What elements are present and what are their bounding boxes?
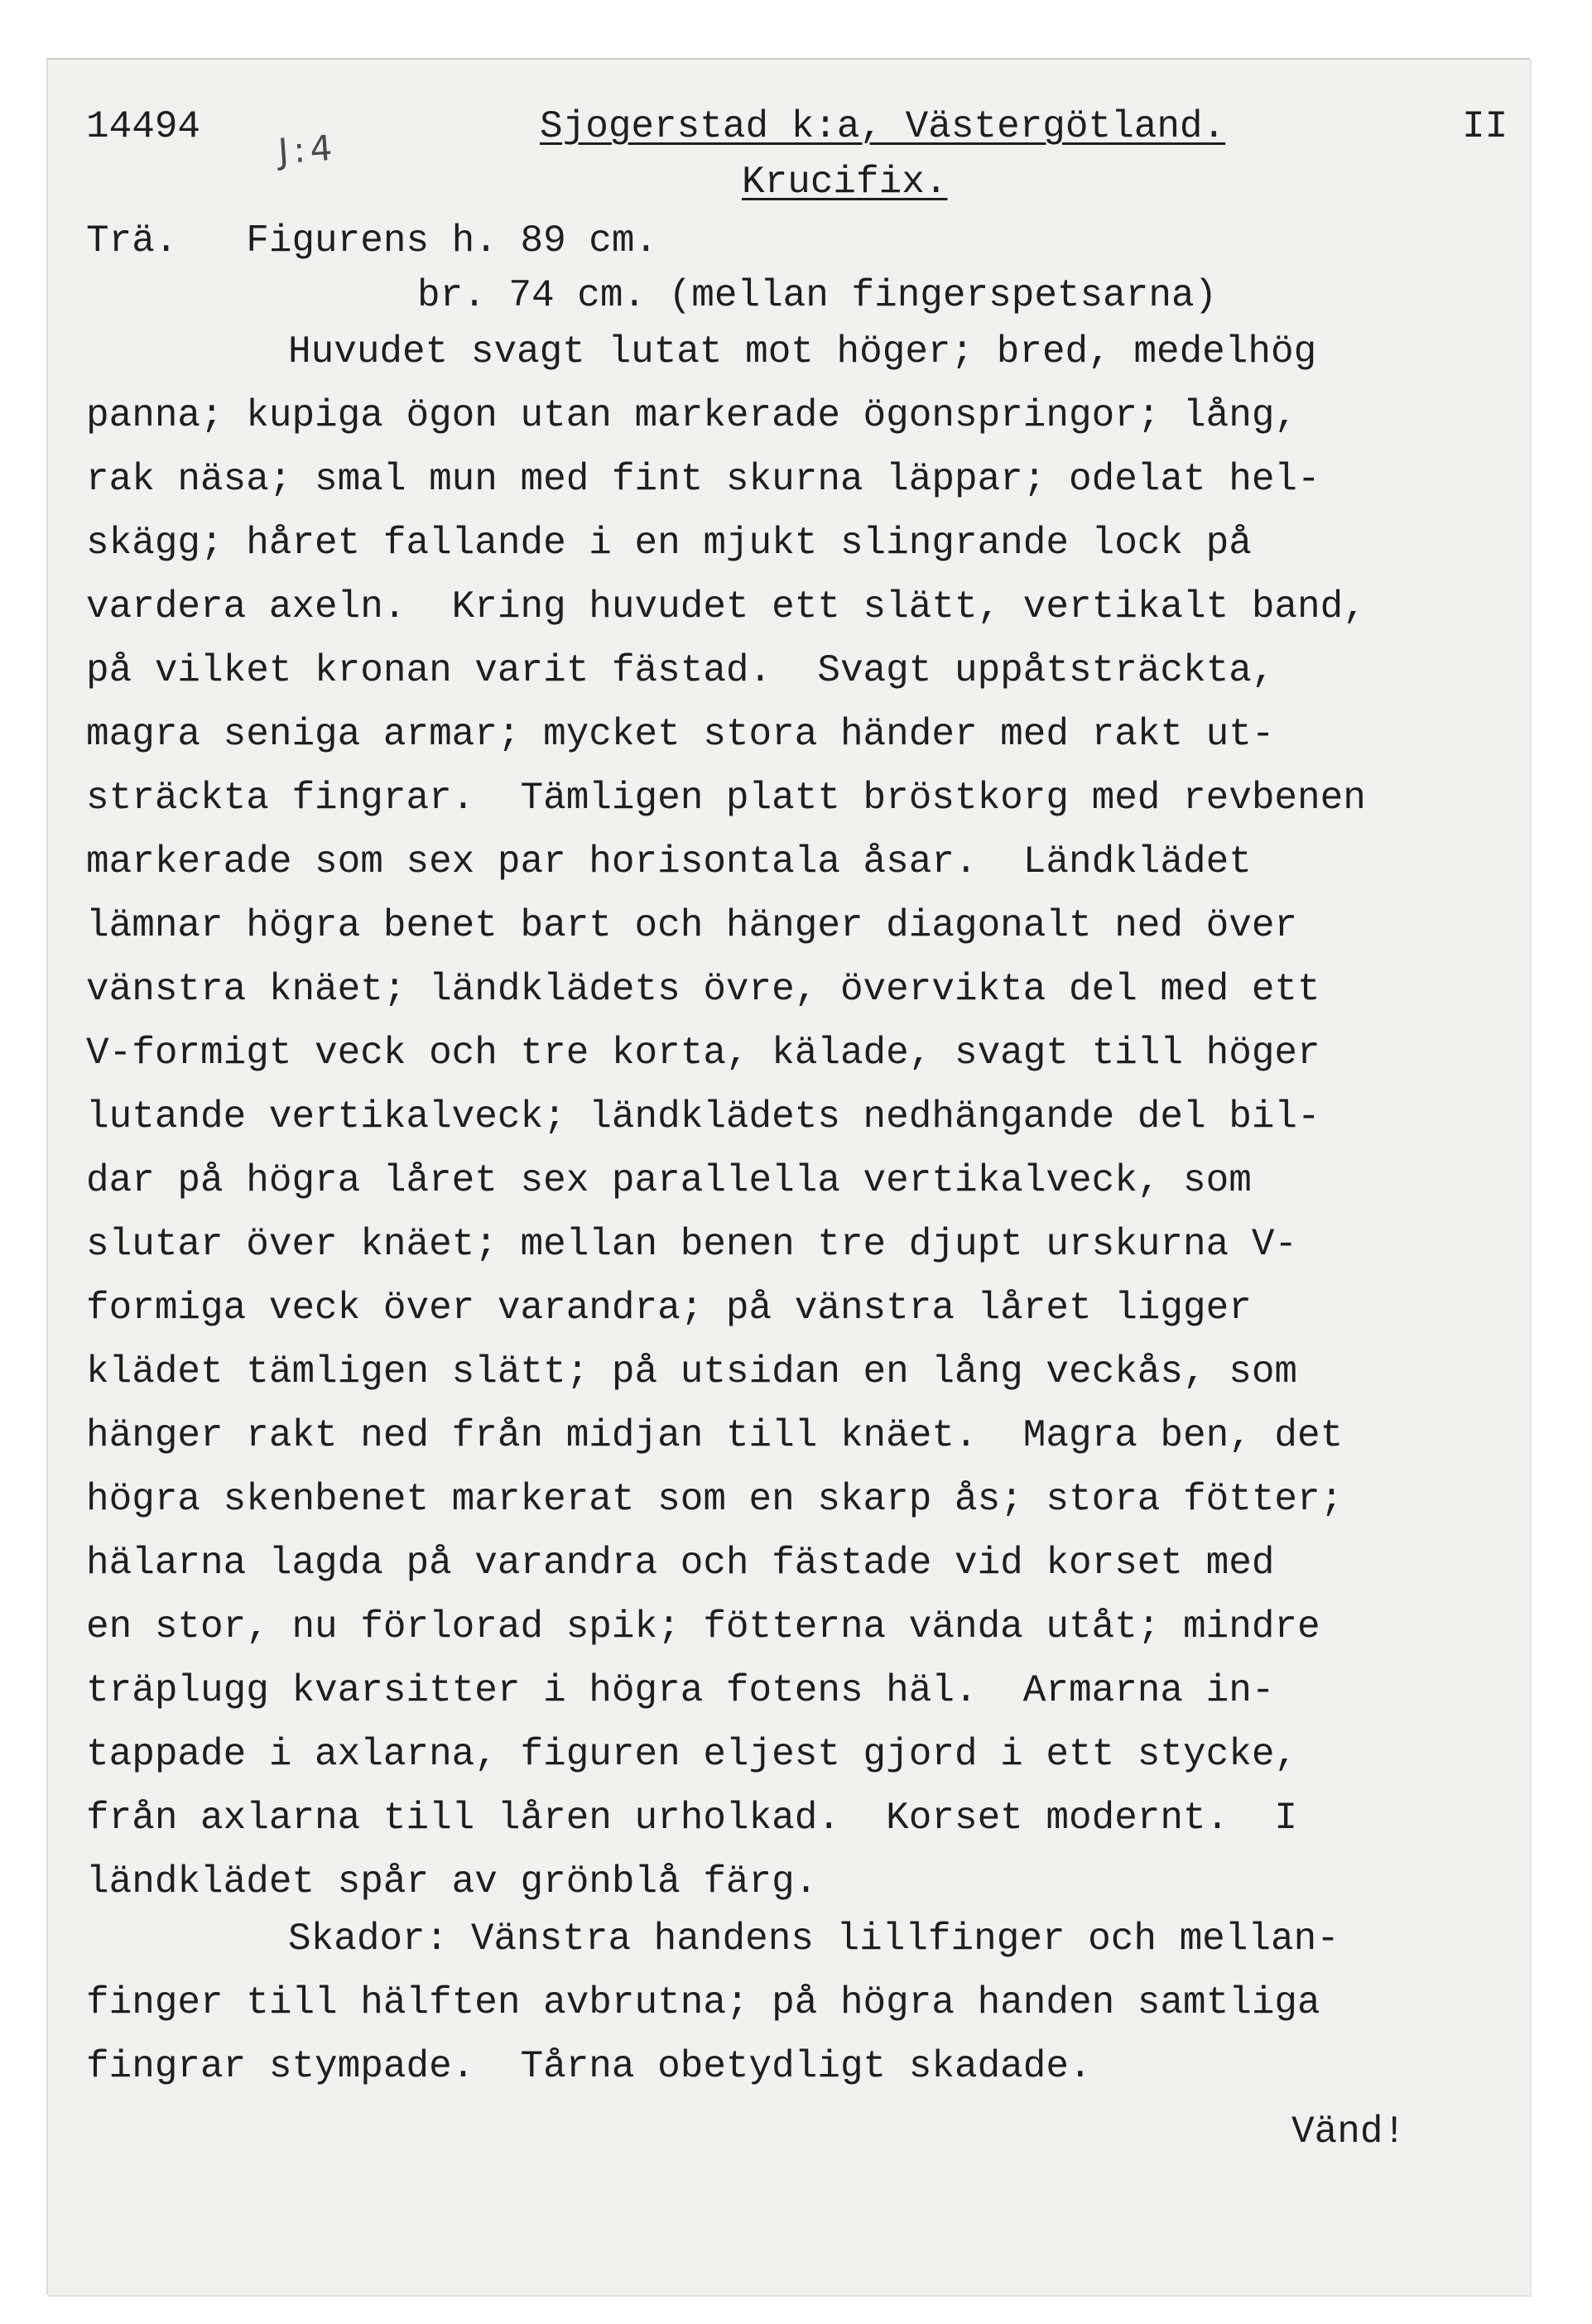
description-line: lutande vertikalveck; ländklädets nedhängande del bil- — [86, 1095, 1320, 1138]
card-number: 14494 — [86, 105, 201, 148]
description-line: hänger rakt ned från midjan till knäet. Magra ben, det — [86, 1414, 1344, 1457]
description-line: vardera axeln. Kring huvudet ett slätt, vertikalt band, — [86, 585, 1366, 628]
description-line: ländklädet spår av grönblå färg. — [86, 1860, 818, 1903]
description-line: dar på högra låret sex parallella vertikalveck, som — [86, 1159, 1252, 1202]
damage-line: fingrar stympade. Tårna obetydligt skadade. — [86, 2045, 1092, 2088]
description-line: träplugg kvarsitter i högra fotens häl. Armarna in- — [86, 1669, 1275, 1712]
description-line: på vilket kronan varit fästad. Svagt uppåtsträckta, — [86, 649, 1275, 692]
description-line: markerade som sex par horisontala åsar. Ländklädet — [86, 840, 1252, 883]
description-line: panna; kupiga ögon utan markerade ögonspringor; lång, — [86, 394, 1298, 437]
description-line: Huvudet svagt lutat mot höger; bred, medelhög — [288, 330, 1317, 373]
object-title: Krucifix. — [742, 161, 948, 204]
description-line: magra seniga armar; mycket stora händer med rakt ut- — [86, 713, 1275, 756]
page-number: II — [1462, 105, 1508, 148]
description-line: rak näsa; smal mun med fint skurna läppar; odelat hel- — [86, 458, 1320, 501]
material-and-height: Trä. Figurens h. 89 cm. — [86, 219, 658, 262]
description-line: högra skenbenet markerat som en skarp ås; stora fötter; — [86, 1478, 1344, 1521]
damage-line: finger till hälften avbrutna; på högra handen samtliga — [86, 1981, 1320, 2024]
description-line: vänstra knäet; ländklädets övre, övervikta del med ett — [86, 968, 1320, 1011]
description-line: slutar över knäet; mellan benen tre djupt urskurna V- — [86, 1223, 1298, 1266]
description-line: skägg; håret fallande i en mjukt slingrande lock på — [86, 522, 1252, 565]
turn-over-note: Vänd! — [1291, 2110, 1407, 2153]
width-measurement: br. 74 cm. (mellan fingerspetsarna) — [417, 274, 1218, 317]
description-paragraph — [86, 330, 1366, 1927]
description-line: tappade i axlarna, figuren eljest gjord i ett stycke, — [86, 1733, 1298, 1776]
description-line: sträckta fingrar. Tämligen platt bröstkorg med revbenen — [86, 777, 1366, 820]
damage-paragraph — [86, 1917, 1339, 2111]
handwritten-mark: J:4 — [277, 127, 339, 172]
place-title: Sjogerstad k:a, Västergötland. — [540, 105, 1226, 148]
description-line: klädet tämligen slätt; på utsidan en lång veckås, som — [86, 1350, 1298, 1393]
description-line: en stor, nu förlorad spik; fötterna vända utåt; mindre — [86, 1605, 1320, 1648]
description-line: från axlarna till låren urholkad. Korset modernt. I — [86, 1797, 1298, 1840]
description-line: hälarna lagda på varandra och fästade vid korset med — [86, 1542, 1275, 1585]
description-line: V-formigt veck och tre korta, kälade, svagt till höger — [86, 1032, 1320, 1075]
damage-line: Skador: Vänstra handens lillfinger och mellan- — [288, 1917, 1339, 1961]
catalog-card — [46, 58, 1530, 2295]
description-line: formiga veck över varandra; på vänstra låret ligger — [86, 1287, 1252, 1330]
description-line: lämnar högra benet bart och hänger diagonalt ned över — [86, 904, 1298, 947]
